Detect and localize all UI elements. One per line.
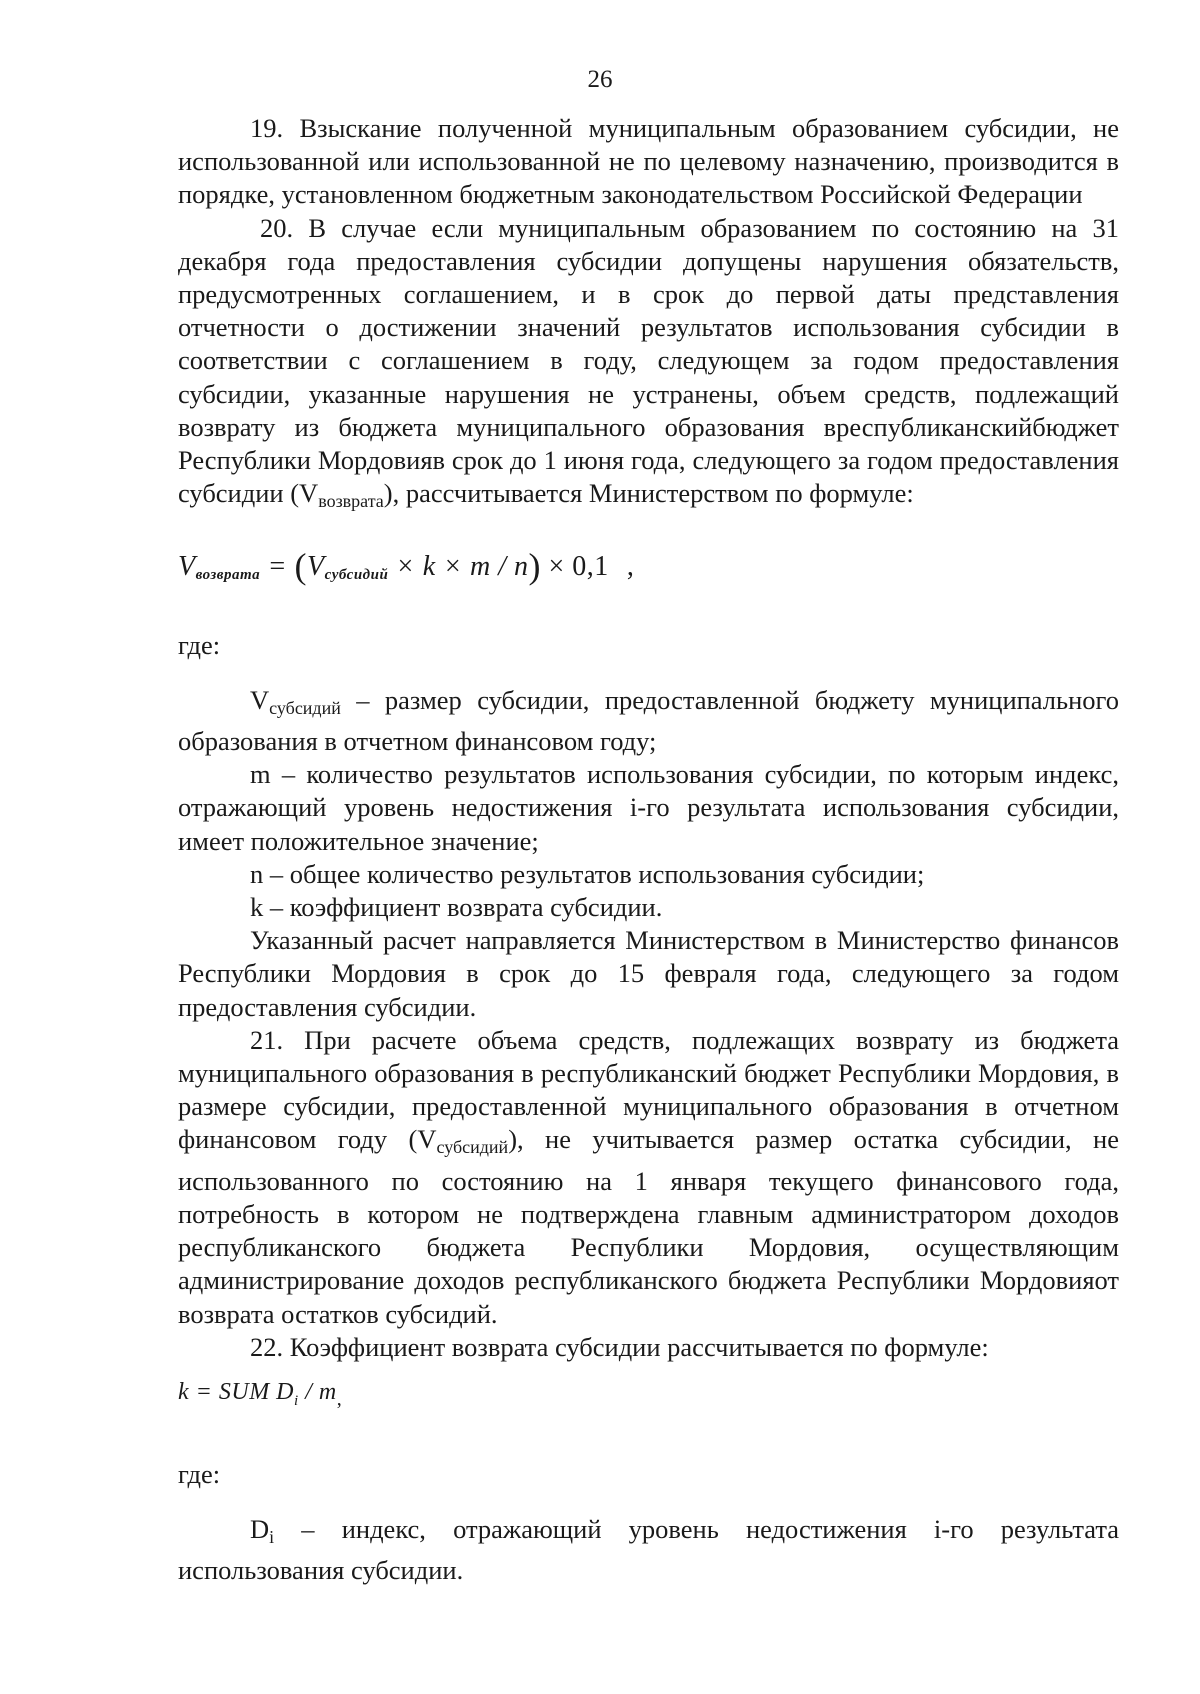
- formula2-equals: =: [189, 1378, 219, 1405]
- formula2-comma: ,: [336, 1387, 343, 1410]
- def-d-subscript: i: [269, 1527, 275, 1548]
- definition-k: k – коэффициент возврата субсидии.: [250, 892, 663, 923]
- v-return-subscript: возврата: [318, 491, 384, 512]
- formula-middle: × k × m / n: [388, 551, 529, 583]
- where-label-1: где:: [178, 629, 221, 660]
- def-d-symbol: D: [250, 1514, 270, 1545]
- paragraph-calculation: Указанный расчет направляется Министерством в Министерство финансов Республики Мордовия в срок до 15 февраля года, следующего за годом предоставления субсидии.: [178, 925, 1119, 1022]
- paragraph-20-end: ), рассчитывается Министерством по формуле:: [383, 478, 914, 509]
- paragraph-21-end: ), не учитывается размер остатка субсидии, не использованного по состоянию на 1 января текущего финансового года, потребность в котором не подтверждена главным администратором доходов республиканского бюджета Республики Мордовия, осуществляющим администрирование доходов республиканского бюджета Республики Мордовияот возврата остатков субсидий.: [178, 1124, 1119, 1329]
- formula2-lhs: k: [178, 1378, 190, 1405]
- formula-v-subscript: возврата: [195, 567, 261, 584]
- paragraph-22: 22. Коэффициент возврата субсидии рассчитывается по формуле:: [250, 1331, 989, 1362]
- definition-n: n – общее количество результатов использования субсидии;: [250, 858, 925, 889]
- def-d-text: – индекс, отражающий уровень недостижения i-го результата использования субсидии.: [178, 1514, 1119, 1586]
- formula-v: V: [178, 551, 196, 583]
- formula-return-volume: [178, 546, 1119, 592]
- formula2-subscript: i: [294, 1392, 299, 1409]
- page-number: 26: [587, 66, 613, 93]
- v-subsidy-subscript: субсидий: [436, 1137, 509, 1158]
- definition-m: m – количество результатов использования субсидии, по которым индекс, отражающий уровень недостижения i-го результата использования субсидии, имеет положительное значение;: [178, 759, 1119, 856]
- formula-v2: V: [307, 551, 325, 583]
- document-body: [178, 112, 1119, 1588]
- formula2-sum: SUM D: [218, 1378, 295, 1405]
- definition-d: [178, 1513, 1119, 1587]
- paragraph-21: [178, 1024, 1119, 1331]
- paragraph-19: 19. Взыскание полученной муниципальным образованием субсидии, не использованной или использованной не по целевому назначению, производится в порядке, установленном бюджетным законодательством Российской Федерации: [178, 113, 1119, 210]
- formula-equals: =: [260, 551, 295, 583]
- formula-left-paren: (: [294, 546, 308, 587]
- def-v-text: – размер субсидии, предоставленной бюджету муниципального образования в отчетном финансовом году;: [178, 684, 1119, 757]
- formula-coefficient: [178, 1376, 1119, 1418]
- formula2-rest: / m: [298, 1378, 337, 1405]
- paragraph-21-text: 21. При расчете объема средств, подлежащих возврату из бюджета муниципального образования в республиканский бюджет Республики Мордовия, в размере субсидии, предоставленной муниципального образования в отчетном финансовом году (V: [178, 1024, 1119, 1155]
- paragraph-20: [178, 212, 1119, 519]
- formula-comma: ,: [626, 551, 635, 583]
- def-v-symbol: V: [250, 684, 270, 715]
- formula-right-paren: ): [528, 546, 542, 587]
- formula-tail: × 0,1: [541, 551, 609, 583]
- definition-v-subsidy: [178, 684, 1119, 758]
- def-v-subscript: субсидий: [269, 697, 341, 718]
- formula-v2-subscript: субсидий: [324, 567, 389, 584]
- where-label-2: где:: [178, 1458, 221, 1489]
- paragraph-20-text: 20. В случае если муниципальным образованием по состоянию на 31 декабря года предоставления субсидии допущены нарушения обязательств, предусмотренных соглашением, и в срок до первой даты представления отчетности о достижении значений результатов использования субсидии в соответствии с соглашением в году, следующем за годом предоставления субсидии, указанные нарушения не устранены, объем средств, подлежащий возврату из бюджета муниципального образования вреспубликанскийбюджет Республики Мордовияв срок до 1 июня года, следующего за годом предоставления субсидии (V: [178, 212, 1119, 509]
